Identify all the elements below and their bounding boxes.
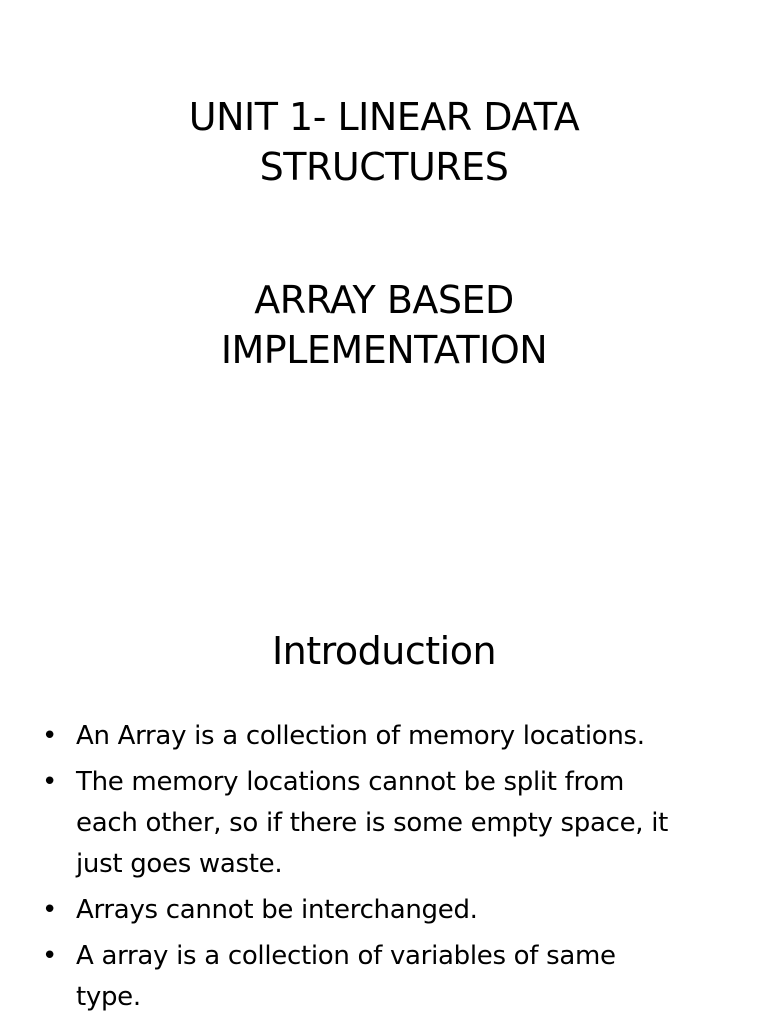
bullet-icon: • [42,767,58,797]
bullet-line: Arrays cannot be interchanged. [76,895,478,925]
bullet-line: type. [76,982,141,1012]
bullet-text [76,716,728,757]
topic-title-line: ARRAY BASED [254,278,514,322]
topic-title [0,275,768,375]
bullet-line: each other, so if there is some empty space, it [76,808,669,838]
introduction-slide [0,576,768,1024]
bullet-icon: • [42,895,58,925]
bullet-icon: • [42,941,58,971]
unit-title-line: STRUCTURES [259,145,509,189]
bullet-line: An Array is a collection of memory locations. [76,721,645,751]
unit-title [0,92,768,192]
bullet-line: A array is a collection of variables of same [76,941,616,971]
bullet-list [0,716,768,1023]
bullet-item [0,762,768,885]
bullet-text [76,890,728,931]
bullet-item [0,890,768,931]
bullet-item [0,936,768,1018]
topic-title-line: IMPLEMENTATION [220,328,548,372]
introduction-heading: Introduction [271,629,497,673]
bullet-text [76,762,728,885]
bullet-item [0,716,768,757]
unit-title-line: UNIT 1- LINEAR DATA [188,95,580,139]
bullet-icon: • [42,721,58,751]
bullet-text [76,936,728,1018]
bullet-line: The memory locations cannot be split from [76,767,624,797]
bullet-line: just goes waste. [76,849,283,879]
